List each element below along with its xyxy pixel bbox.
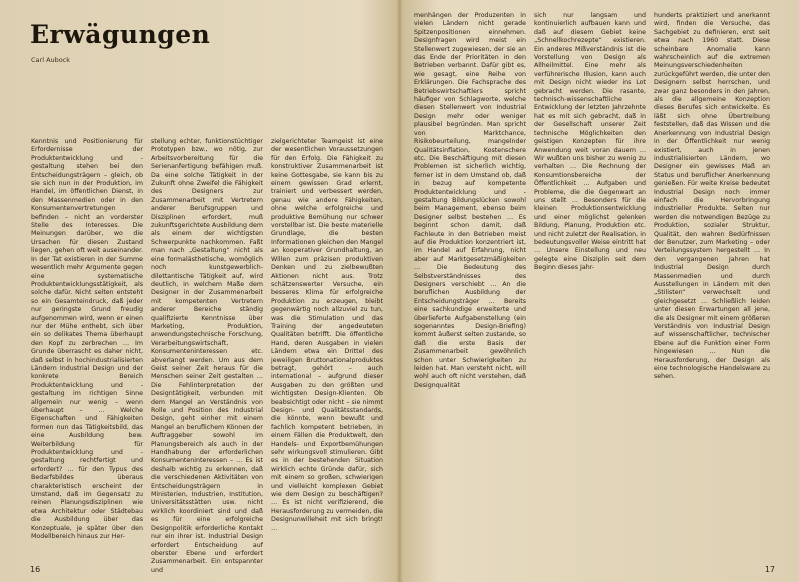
right-page [400,0,799,582]
left-column-1 [31,138,143,558]
right-column-3 [654,12,770,558]
right-page-number: 17 [764,565,775,574]
body-text: sich nur langsam und kontinuierlich aufbauen kann und daß auf diesem Gebiet keine „Schnellkochrezepte“ existieren. Ein anderes Mißverständnis ist die Vorstellung von Design als Allheilmittel. Eine mehr als verführerische Illusion, kann auch mit Design nicht wieder ins Lot gebracht werden. Die rasante, technisch-wissenschaftliche Entwicklung der letzten Jahrzehnte hat es mit sich gebracht, daß in der Gesellschaft unserer Zeit technische Möglichkeiten den geistigen Konzepten für ihre Anwendung weit voran dauern … Wir wußten uns bisher zu wenig zu verhalten … Die Rechnung der Konsumtionsbereiche der Öffentlichkeit … Aufgaben und Probleme, die die Gegenwart an uns stellt … Besonders für die kleinen Produktionsentwicklung und einer möglichst gelenken Bildung, Planung, Produktion etc. und nicht zuletzt der Realisation, in bedeutungsvoller Weise eintritt hat … Unsere Einstellung und neu gelegte eine Disziplin seit dem Beginn dieses Jahr- [534,12,646,272]
left-page-number: 16 [30,565,41,574]
body-text: hunderts praktiziert und anerkannt wird, finden die Versuche, das Sachgebiet zu definieren, erst seit etwa nach 1960 statt. Diese scheinbare Anomalie kann wahrscheinlich auf die extremen Meinungsverschiedenheiten zurückgeführt werden, die unter den Designern selbst herrschen, und zwar ganz besonders in den Jahren, als die allgemeine Konzeption dieses Berufes sich entwickelte. Es läßt sich ohne Übertreibung feststellen, daß das Wissen und die Anerkennung von Industrial Design in der Öffentlichkeit nur wenig existiert, auch in jenen industrialisierten Ländern, wo Designer ein gewisses Maß an Status und beruflicher Anerkennung genießen. Für weite Kreise bedeutet Industrial Design noch immer einfach die Hervorbringung industrieller Produkte. Selten nur werden die notwendigen Bezüge zu Produktion, sozialer Struktur, Qualität, den wahren Bedürfnissen der Benutzer, zum Marketing – oder Verteilungssystem hergestellt … In den vergangenen Jahren hat Industrial Design durch Massenmedien und durch Ausstellungen in Ländern mit den „Stilisten“ verwechselt und gleichgesetzt … Schließlich leiden unter diesen Erwartungen all jene, die als Designer mit einem größeren Verständnis von Industrial Design auf wissenschaftlicher, technischer Ebene auf die Funktion einer Form hingewiesen … Nun die Herausforderung, der Design als eine technologische Handelsware zu sehen. [654,12,770,381]
left-column-3 [271,138,383,558]
right-column-2 [534,12,646,558]
body-text: zielgerichteter Teamgeist ist eine der wesentlichen Voraussetzungen für den Erfolg. Die Fähigkeit zu konstruktiver Zusammenarbeit ist keine Gottesgabe, sie kann bis zu einem gewissen Grad erlernt, trainiert und verbessert werden, genau wie andere Fähigkeiten, ohne welche erfolgreiche und produktive Bemühung nur schwer vorstellbar ist. Die beste materielle Grundlage, die besten Informationen gleichen den Mangel an kooperativer Grundhaltung, an Willen zum präzisen produktiven Denken und zu zielbewußten Aktionen nicht aus. Trotz schätzenswerter Versuche, ein besseres Klima für erfolgreiche Produktion zu erzeugen, bleibt gegenwärtig noch allzuviel zu tun, was die Stimulation und das Training der angedeuteten Qualitäten betrifft. Die öffentliche Hand, deren Ausgaben in vielen Ländern etwa ein Drittel des jeweiligen Bruttonationalproduktes betragt, gehört – auch international – aufgrund dieser Ausgaben zu den größten und wichtigsten Design-Klienten. Ob beabsichtigt oder nicht – sie nimmt Design- und Qualitätsstandards, die könnte, wenn bewußt und fachlich kompetent betrieben, in einem Fällen die Produktwelt, den Handels- und Exportbemühungen sehr wirkungsvoll stimulieren. Gibt es in der bestehenden Situation wirklich echte Gründe dafür, sich mit einem so großen, schwierigen und vielleicht komplexen Gebiet wie dem Design zu beschäftigen? … Es ist nicht verifizierend, die Herausforderung zu vermeiden, die Designunwilleheit mit sich bringt! … [271,138,383,532]
body-text: menhängen der Produzenten in vielen Ländern nicht gerade Spitzenpositionen einnehmen. Designfragen wird meist ein Stellenwert zugewiesen, der sie an das Ende der Prioritäten in den Betrieben verbannt. Dafür gibt es, wie gesagt, eine Reihe von Erklärungen. Die Fachsprache des Betriebswirtschaftlers spricht häufiger von Schlagworte, welche diesen Stellenwert von Industrial Design mehr oder weniger plausibel begründen. Man spricht von Marktchance, Risikobeurteilung, mangelnder Qualitätsinflation, Kostenschere etc. Die Beschäftigung mit diesen Problemen ist sicherlich wichtig, ferner ist in dem Umstand ob, daß in bezug auf kompetente Produktentwicklung und -gestaltung Bildungslücken sowohl beim Management, ebenso beim Designer selbst bestehen … Es beginnt schon damit, daß Fachleute in den Betrieben meist auf die Produktion konzentriert ist, im Handel auf Erfahrung, nicht aber auf Marktgesetzmäßigkeiten … Die Bedeutung des Selbstverständnisses des Designers verschiebt … An die beruflichen Ausbildung der Entscheidungsträger … Bereits eine sachkundige erweiterte und überlieferte Aufgabenstellung (ein sogenanntes Design-Briefing) kommt äußerst selten zustande, so daß die erste Basis der Zusammenarbeit gewöhnlich schon unter Schwierigkeiten zu leiden hat. Man versteht nicht, will wohl auch oft nicht verstehen, daß Designqualität [414,12,526,389]
article-title: Erwägungen [30,20,211,49]
body-text: Kenntnis und Positionierung für Erfordernisse der Produktentwicklung und -gestaltung stehen bei den Entscheidungsträgern – gleich, ob sie sich nun in der Produktion, im Handel, im öffentlichen Dienst, in den Massenmedien oder in den Konsumentenvertretungen befinden – nicht an vorderster Stelle des Interesses. Die Meinungen darüber, wo die Ursachen für diesen Zustand liegen, gehen oft weit auseinander. In der Tat existieren in der Summe wesentlich mehr Argumente gegen eine systematische Produktentwicklungsstätigkeit, als solche dafür. Nicht selten entsteht so ein Gesamteindruck, daß jeder nur geringste Grund freudig aufgenommen wird, wenn er einen nur der Mühe enthebt, sich über ein so delikates Thema überhaupt den Kopf zu zerbrechen … Im Grunde überrascht es daher nicht, daß selbst in hochindustrialisierten Ländern Industrial Design und der konkrete Bereich Produktentwicklung und -gestaltung im richtigen Sinne allgemein nur wenig – wenn überhaupt – … Welche Eigenschaften und Fähigkeiten formen nun das Tätigkeitsbild, das eine Ausbildung bew. Weiterbildung für Produktentwicklung und -gestaltung rechtfertigt und erfordert? … für den Typus des Bedarfsbildes überaus charakteristisch erscheint der Umstand, daß im Gegensatz zu reinen Planungsdisziplinen wie etwa Architektur oder Städtebau die Ausbildung über das Konzeptuale, je später über den Modellbereich hinaus zur Her- [31,138,143,541]
author-name: Carl Aubock [31,56,71,64]
right-column-1 [414,12,526,558]
body-text: stellung echter, funktionstüchtiger Prototypen bzw., wo nötig, zur Arbeitsvorbereitung für die Serienanfertigung befähigen muß. Da eine solche Tätigkeit in der Zukunft ohne Zweifel die Fähigkeit des Designers zur Zusammenarbeit mit Vertretern anderer Berufsgruppen und Disziplinen erfordert, muß zukunftsgerichtete Ausbildung dem als einem der wichtigsten Schwerpunkte nachkommen. Faßt man nach „Gestaltung“ nicht als eine formalästhetische, womöglich noch kunstgewerblich-dilettantische Tätigkeit auf, wird deutlich, in welchem Maße dem Designer in der Zusammenarbeit mit kompetenten Vertretern anderer Bereiche ständig qualifizierte Kenntnisse über Marketing, Produktion, anwendungstechnische Forschung, Verarbeitungswirtschaft, Konsumenteninteressen etc. abverlangt werden. Um aus dem Geist seiner Zeit heraus für die Menschen seiner Zeit gestalten … Die Fehlinterpretation der Designtätigkeit, verbunden mit dem Mangel an Verständnis von Rolle und Position des Industrial Design, geht einher mit einem Mangel an beruflichem Können der Auftraggeber sowohl im Planungsbereich als auch in der Handhabung der erforderlichen Konsumenteninteressen – … Es ist deshalb wichtig zu erkennen, daß die verschiedenen Aktivitäten von Entscheidungsträgern in Ministerien, Industrien, Institution, Universitätsstätten usw. nicht wirklich koordiniert sind und daß es für eine erfolgreiche Designpolitik erforderliche Kontakt nur ein ihrer ist. Industrial Design erfordert Entscheidung auf oberster Ebene und erfordert Zusammenarbeit. Ein entspannter und [151,138,263,574]
left-page [0,0,399,582]
left-column-2 [151,138,263,574]
